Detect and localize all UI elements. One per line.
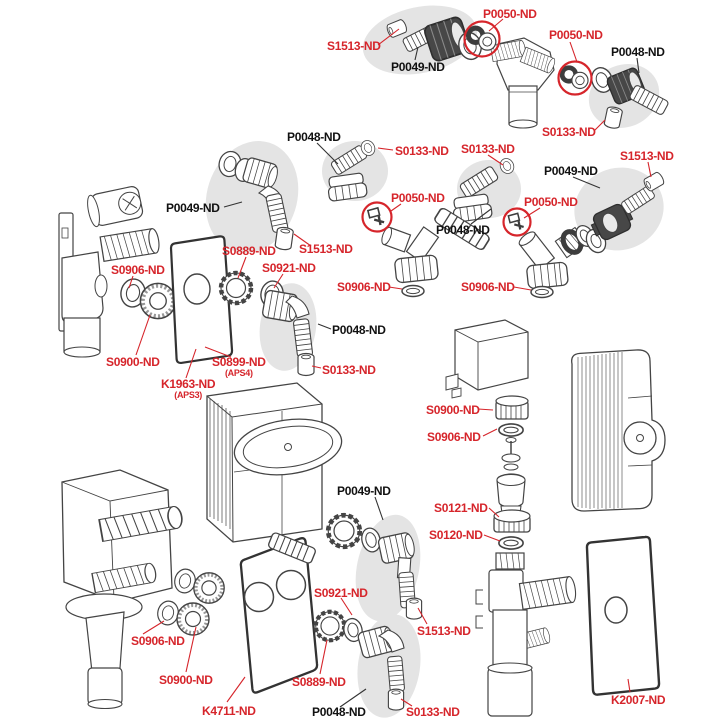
part-label-p0050-nd: P0050-ND — [549, 28, 603, 42]
valve-parts-chain — [494, 396, 530, 549]
part-label-s0133-nd: S0133-ND — [542, 125, 596, 139]
part-label-p0049-nd: P0049-ND — [544, 164, 598, 178]
part-label-s1513-nd: S1513-ND — [327, 39, 381, 53]
part-label-s1513-nd: S1513-ND — [417, 624, 471, 638]
ringnut-s0889-mid — [221, 273, 251, 303]
part-label-sub: (APS3) — [174, 390, 202, 400]
inwall-box-center — [207, 383, 345, 542]
part-label-s0906-nd: S0906-ND — [337, 280, 391, 294]
part-label-s0921-nd: S0921-ND — [262, 261, 316, 275]
part-label-sub: (APS4) — [224, 368, 253, 378]
part-label-s0900-nd: S0900-ND — [159, 673, 213, 687]
cap-s0900-bottomleft-2 — [177, 603, 209, 635]
part-label-s0921-nd: S0921-ND — [314, 586, 368, 600]
part-label-p0050-nd: P0050-ND — [524, 195, 578, 209]
part-label-k4711-nd: K4711-ND — [202, 704, 256, 718]
part-label-p0049-nd: P0049-ND — [166, 201, 220, 215]
valve-body-right — [476, 553, 577, 716]
part-label-p0048-nd: P0048-ND — [312, 705, 366, 719]
part-label-text: S0899-ND — [212, 355, 266, 369]
part-label-s0133-nd: S0133-ND — [322, 363, 376, 377]
part-label-s0121-nd: S0121-ND — [434, 501, 488, 515]
part-label-p0049-nd: P0049-ND — [337, 484, 391, 498]
part-label-s0899-nd — [212, 356, 266, 378]
part-label-p0050-nd: P0050-ND — [391, 191, 445, 205]
part-label-p0049-nd: P0049-ND — [391, 60, 445, 74]
red-circle-p0050-4 — [504, 209, 531, 236]
part-label-p0048-nd: P0048-ND — [332, 323, 386, 337]
part-label-s0133-nd: S0133-ND — [461, 142, 515, 156]
part-label-s0120-nd: S0120-ND — [429, 528, 483, 542]
part-label-s0906-nd: S0906-ND — [461, 280, 515, 294]
part-label-s1513-nd: S1513-ND — [299, 242, 353, 256]
cap-s0900-bottomleft-1 — [194, 573, 224, 603]
red-circle-p0050-3 — [363, 203, 392, 232]
inwall-box-right — [446, 320, 528, 398]
part-label-s0900-nd: S0900-ND — [106, 355, 160, 369]
part-label-s0906-nd: S0906-ND — [131, 634, 185, 648]
part-label-p0048-nd: P0048-ND — [611, 45, 665, 59]
part-label-s0889-nd: S0889-ND — [292, 675, 346, 689]
cap-s0900-left — [140, 283, 175, 318]
part-label-s0900-nd: S0900-ND — [426, 403, 480, 417]
part-label-p0050-nd: P0050-ND — [483, 7, 537, 21]
part-label-p0048-nd: P0048-ND — [287, 130, 341, 144]
plate-k2007 — [587, 537, 659, 695]
part-label-s1513-nd: S1513-ND — [620, 149, 674, 163]
part-label-k2007-nd: K2007-ND — [611, 693, 666, 707]
part-label-p0048-nd: P0048-ND — [436, 223, 490, 237]
corrugated-body-right — [572, 350, 665, 511]
part-label-text: K1963-ND — [161, 377, 216, 391]
part-label-s0133-nd: S0133-ND — [395, 144, 449, 158]
part-label-s0906-nd: S0906-ND — [111, 263, 165, 277]
y-fitting-right — [517, 222, 597, 297]
part-label-s0906-nd: S0906-ND — [427, 430, 481, 444]
part-label-s0889-nd: S0889-ND — [222, 244, 276, 258]
tee-fitting — [490, 38, 556, 128]
part-label-k1963-nd — [161, 378, 215, 400]
part-label-s0133-nd: S0133-ND — [406, 705, 460, 719]
